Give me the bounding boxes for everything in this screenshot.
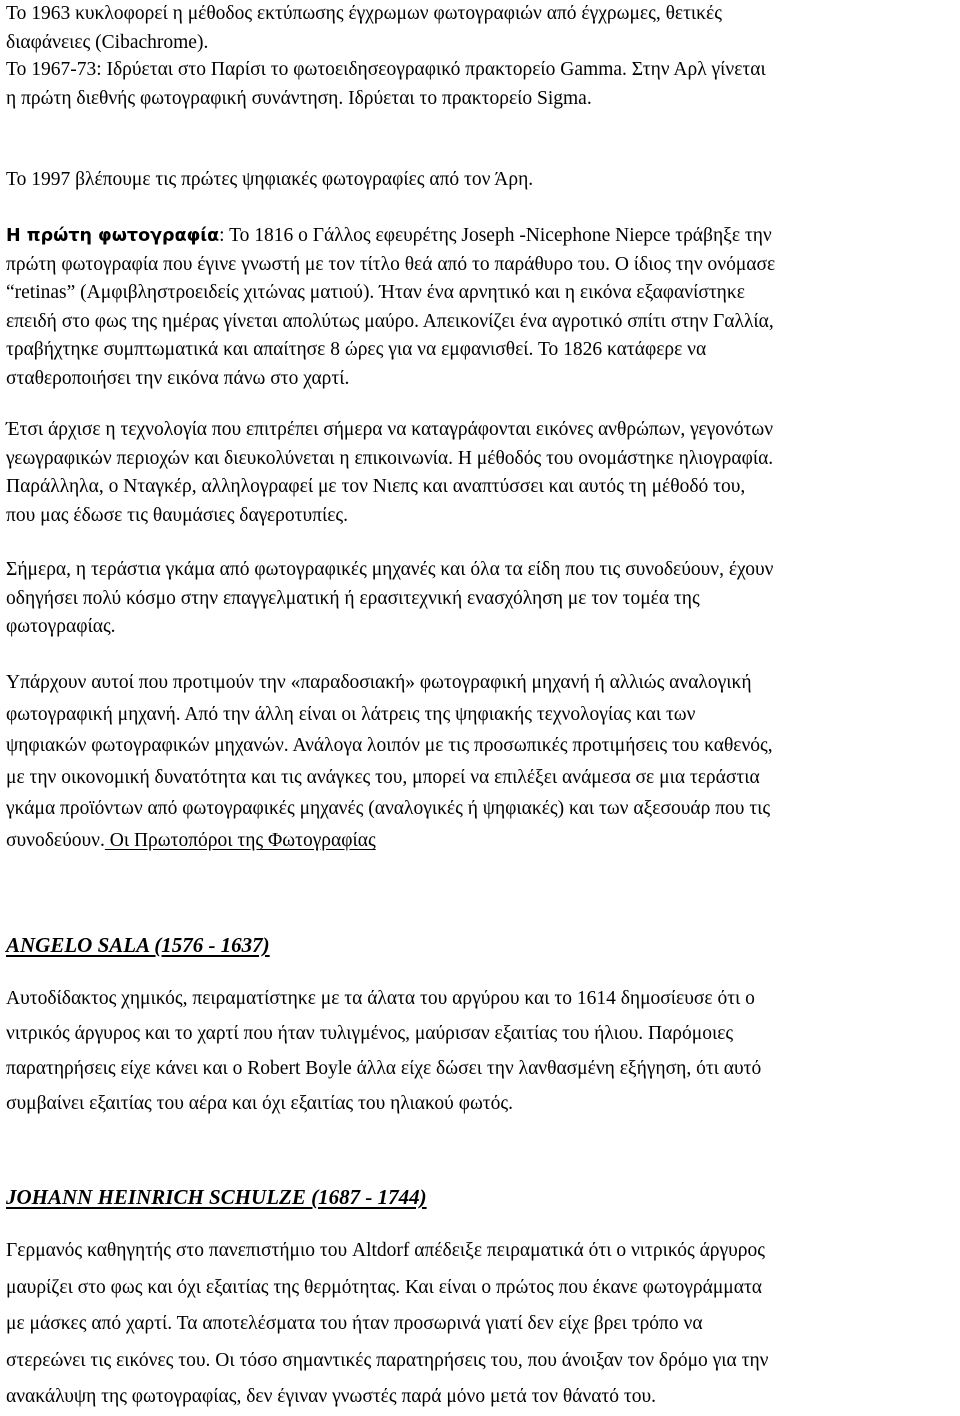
text-line: η πρώτη διεθνής φωτογραφική συνάντηση. Ιδρύεται το πρακτορείο Sigma. bbox=[6, 87, 592, 109]
text-line: ανακάλυψη της φωτογραφίας, δεν έγιναν γνωστές παρά μόνο μετά τον θάνατό του. bbox=[6, 1386, 657, 1407]
text-line: ψηφιακών φωτογραφικών μηχανών. Ανάλογα λοιπόν με τις προσωπικές προτιμήσεις του καθενός, bbox=[6, 735, 773, 757]
text-line bbox=[6, 825, 956, 857]
text-line: γκάμα προϊόντων από φωτογραφικές μηχανές (αναλογικές ή ψηφιακές) και των αξεσουάρ που τις bbox=[6, 798, 771, 820]
text-line: Αυτοδίδακτος χημικός, πειραματίστηκε με τα άλατα του αργύρου και το 1614 δημοσίευσε ότι ο bbox=[6, 988, 755, 1009]
text-line: τραβήχτηκε συμπτωματικά και απαίτησε 8 ώρες για να εμφανισθεί. Το 1826 κατάφερε να bbox=[6, 339, 707, 360]
paragraph-johann-schulze bbox=[6, 1233, 956, 1416]
text-line: πρώτη φωτογραφία που έγινε γνωστή με τον τίτλο θεά από το παράθυρο του. Ο ίδιος την ονόμασε bbox=[6, 253, 776, 275]
paragraph-gamma-sigma bbox=[6, 56, 956, 113]
text-line: Παράλληλα, ο Νταγκέρ, αλληλογραφεί με τον Νιεπς και αναπτύσσει και αυτός τη μέθοδό του, bbox=[6, 476, 746, 498]
text-line: που μας έδωσε τις θαυμάσιες δαγεροτυπίες. bbox=[6, 504, 349, 526]
text-line: Το 1967-73: Ιδρύεται στο Παρίσι το φωτοειδησεογραφικό πρακτορείο Gamma. Στην Αρλ γίνεται bbox=[6, 59, 766, 80]
paragraph-first-photograph bbox=[6, 222, 956, 393]
paragraph-mars-1997 bbox=[6, 166, 956, 195]
paragraph-heliography bbox=[6, 416, 956, 530]
text-line: Το 1963 κυκλοφορεί η μέθοδος εκτύπωσης έγχρωμων φωτογραφιών από έγχρωμες, θετικές bbox=[6, 3, 722, 24]
paragraph-camera-range bbox=[6, 556, 956, 642]
text-line: παρατηρήσεις είχε κάνει και ο Robert Boyle άλλα είχε δώσει την λανθασμένη εξήγηση, ότι αυτό bbox=[6, 1058, 762, 1079]
text-line: συμβαίνει εξαιτίας του αέρα και όχι εξαιτίας του ηλιακού φωτός. bbox=[6, 1093, 513, 1114]
paragraph-angelo-sala bbox=[6, 981, 956, 1121]
text-line: σταθεροποιήσει την εικόνα πάνω στο χαρτί. bbox=[6, 367, 350, 389]
text-line: επειδή στο φως της ημέρας γίνεται απολύτως μαύρο. Απεικονίζει ένα αγροτικό σπίτι στην Γαλλία, bbox=[6, 310, 774, 332]
pioneers-of-photography-link[interactable]: Οι Πρωτοπόροι της Φωτογραφίας bbox=[104, 829, 376, 851]
text-line: Έτσι άρχισε η τεχνολογία που επιτρέπει σήμερα να καταγράφονται εικόνες ανθρώπων, γεγονότων bbox=[6, 419, 774, 440]
text-line: φωτογραφική μηχανή. Από την άλλη είναι οι λάτρεις της ψηφιακής τεχνολογίας και των bbox=[6, 703, 696, 725]
text-line: με την οικονομική δυνατότητα και τις ανάγκες του, μπορεί να επιλέξει ανάμεσα σε μια τεράστια bbox=[6, 766, 760, 788]
last-line-start: συνοδεύουν. bbox=[6, 829, 105, 851]
text-line: Σήμερα, η τεράστια γκάμα από φωτογραφικές μηχανές και όλα τα είδη που τις συνοδεύουν, έχουν bbox=[6, 559, 774, 580]
section-heading-johann-schulze: JOHANN HEINRICH SCHULZE (1687 - 1744) bbox=[6, 1185, 427, 1209]
text-line bbox=[6, 222, 956, 251]
text-line: νιτρικός άργυρος και το χαρτί που ήταν τυλιγμένος, μαύρισαν εξαιτίας του ήλιου. Παρόμοιες bbox=[6, 1023, 734, 1044]
text-line: Υπάρχουν αυτοί που προτιμούν την «παραδοσιακή» φωτογραφική μηχανή ή αλλιώς αναλογική bbox=[6, 672, 752, 693]
text-line: μαυρίζει στο φως και όχι εξαιτίας της θερμότητας. Και είναι ο πρώτος που έκανε φωτογράμματα bbox=[6, 1276, 763, 1298]
text-line: στερεώνει τις εικόνες του. Οι τόσο σημαντικές παρατηρήσεις του, που άνοιξαν τον δρόμο για την bbox=[6, 1349, 769, 1371]
text-line: διαφάνειες (Cibachrome). bbox=[6, 31, 209, 53]
text-line: Γερμανός καθηγητής στο πανεπιστήμιο του Altdorf απέδειξε πειραματικά ότι ο νιτρικός άργυρος bbox=[6, 1240, 766, 1261]
text-line: γεωγραφικών περιοχών και διευκολύνεται η επικοινωνία. Η μέθοδός του ονομάστηκε ηλιογραφία. bbox=[6, 447, 774, 469]
text-line: με μάσκες από χαρτί. Τα αποτελέσματα του ήταν προσωρινά γιατί δεν είχε βρει τρόπο να bbox=[6, 1313, 703, 1334]
text-line: οδηγήσει πολύ κόσμο στην επαγγελματική ή ερασιτεχνική ενασχόληση με τον τομέα της bbox=[6, 587, 700, 609]
text-line: Το 1997 βλέπουμε τις πρώτες ψηφιακές φωτογραφίες από τον Άρη. bbox=[6, 169, 534, 190]
section-heading-angelo-sala: ANGELO SALA (1576 - 1637) bbox=[6, 933, 270, 957]
text-line: φωτογραφίας. bbox=[6, 616, 116, 638]
text-line: “retinas” (Αμφιβληστροειδείς χιτώνας ματιού). Ήταν ένα αρνητικό και η εικόνα εξαφανίστηκε bbox=[6, 282, 745, 303]
paragraph-analog-digital bbox=[6, 667, 956, 857]
paragraph-cibachrome bbox=[6, 0, 956, 57]
first-photo-line-rest: : Το 1816 ο Γάλλος εφευρέτης Joseph -Nicephone Niepce τράβηξε την bbox=[219, 225, 772, 246]
first-photo-lead: Η πρώτη φωτογραφία bbox=[6, 226, 220, 246]
